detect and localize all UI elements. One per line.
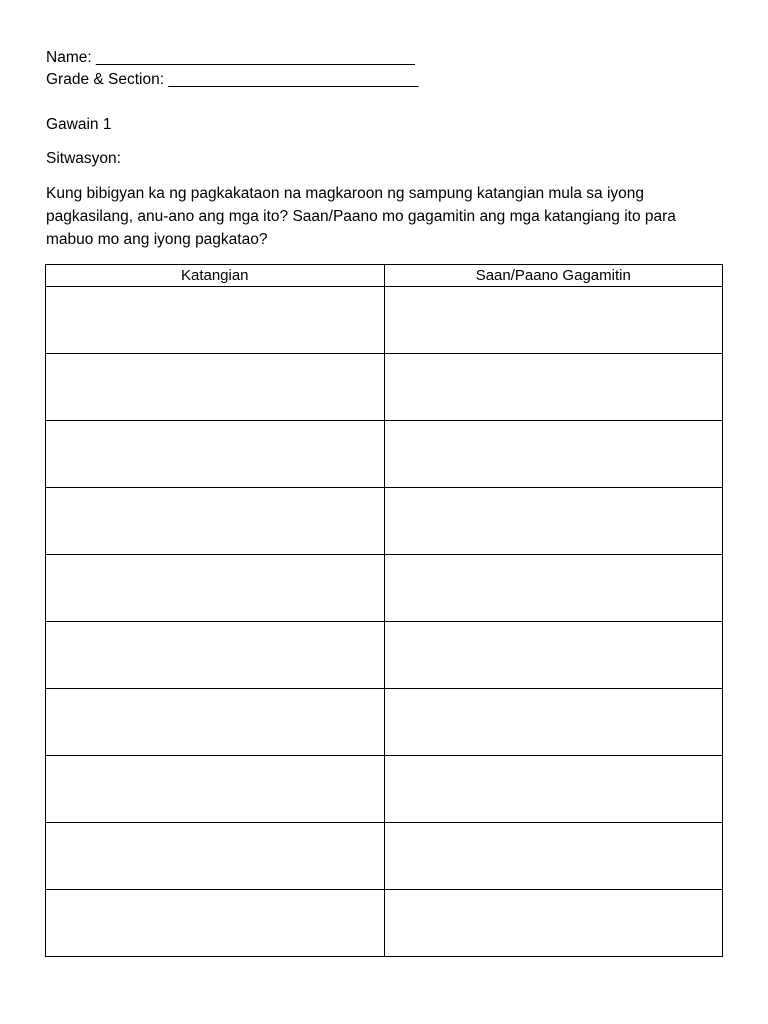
prompt-line-2: pagkasilang, anu-ano ang mga ito? Saan/Paano mo gagamitin ang mga katangiang ito para <box>46 208 676 225</box>
column-header-saan-paano: Saan/Paano Gagamitin <box>384 265 723 287</box>
saan-paano-cell[interactable] <box>384 689 723 756</box>
katangian-cell[interactable] <box>46 689 385 756</box>
activity-prompt <box>46 182 726 251</box>
katangian-cell[interactable] <box>46 823 385 890</box>
saan-paano-cell[interactable] <box>384 756 723 823</box>
answer-table <box>45 264 723 957</box>
saan-paano-cell[interactable] <box>384 488 723 555</box>
saan-paano-cell[interactable] <box>384 555 723 622</box>
table-row <box>46 354 723 421</box>
prompt-line-1: Kung bibigyan ka ng pagkakataon na magkaroon ng sampung katangian mula sa iyong <box>46 185 645 202</box>
table-row <box>46 622 723 689</box>
katangian-cell[interactable] <box>46 354 385 421</box>
grade-section-field-line: Grade & Section: _____________________________ <box>46 71 419 88</box>
saan-paano-cell[interactable] <box>384 421 723 488</box>
saan-paano-cell[interactable] <box>384 823 723 890</box>
saan-paano-cell[interactable] <box>384 622 723 689</box>
table-row <box>46 823 723 890</box>
table-row <box>46 555 723 622</box>
katangian-cell[interactable] <box>46 622 385 689</box>
saan-paano-cell[interactable] <box>384 890 723 957</box>
prompt-line-3: mabuo mo ang iyong pagkatao? <box>46 231 268 248</box>
katangian-cell[interactable] <box>46 488 385 555</box>
katangian-cell[interactable] <box>46 756 385 823</box>
activity-title: Gawain 1 <box>46 116 112 133</box>
katangian-cell[interactable] <box>46 287 385 354</box>
name-field-line: Name: _____________________________________ <box>46 49 415 66</box>
situation-label: Sitwasyon: <box>46 150 121 167</box>
katangian-cell[interactable] <box>46 555 385 622</box>
katangian-cell[interactable] <box>46 890 385 957</box>
table-header-row <box>46 265 723 287</box>
table-row <box>46 488 723 555</box>
table-row <box>46 890 723 957</box>
saan-paano-cell[interactable] <box>384 354 723 421</box>
table-row <box>46 756 723 823</box>
table-row <box>46 287 723 354</box>
table-row <box>46 689 723 756</box>
saan-paano-cell[interactable] <box>384 287 723 354</box>
katangian-cell[interactable] <box>46 421 385 488</box>
table-row <box>46 421 723 488</box>
column-header-katangian: Katangian <box>46 265 385 287</box>
